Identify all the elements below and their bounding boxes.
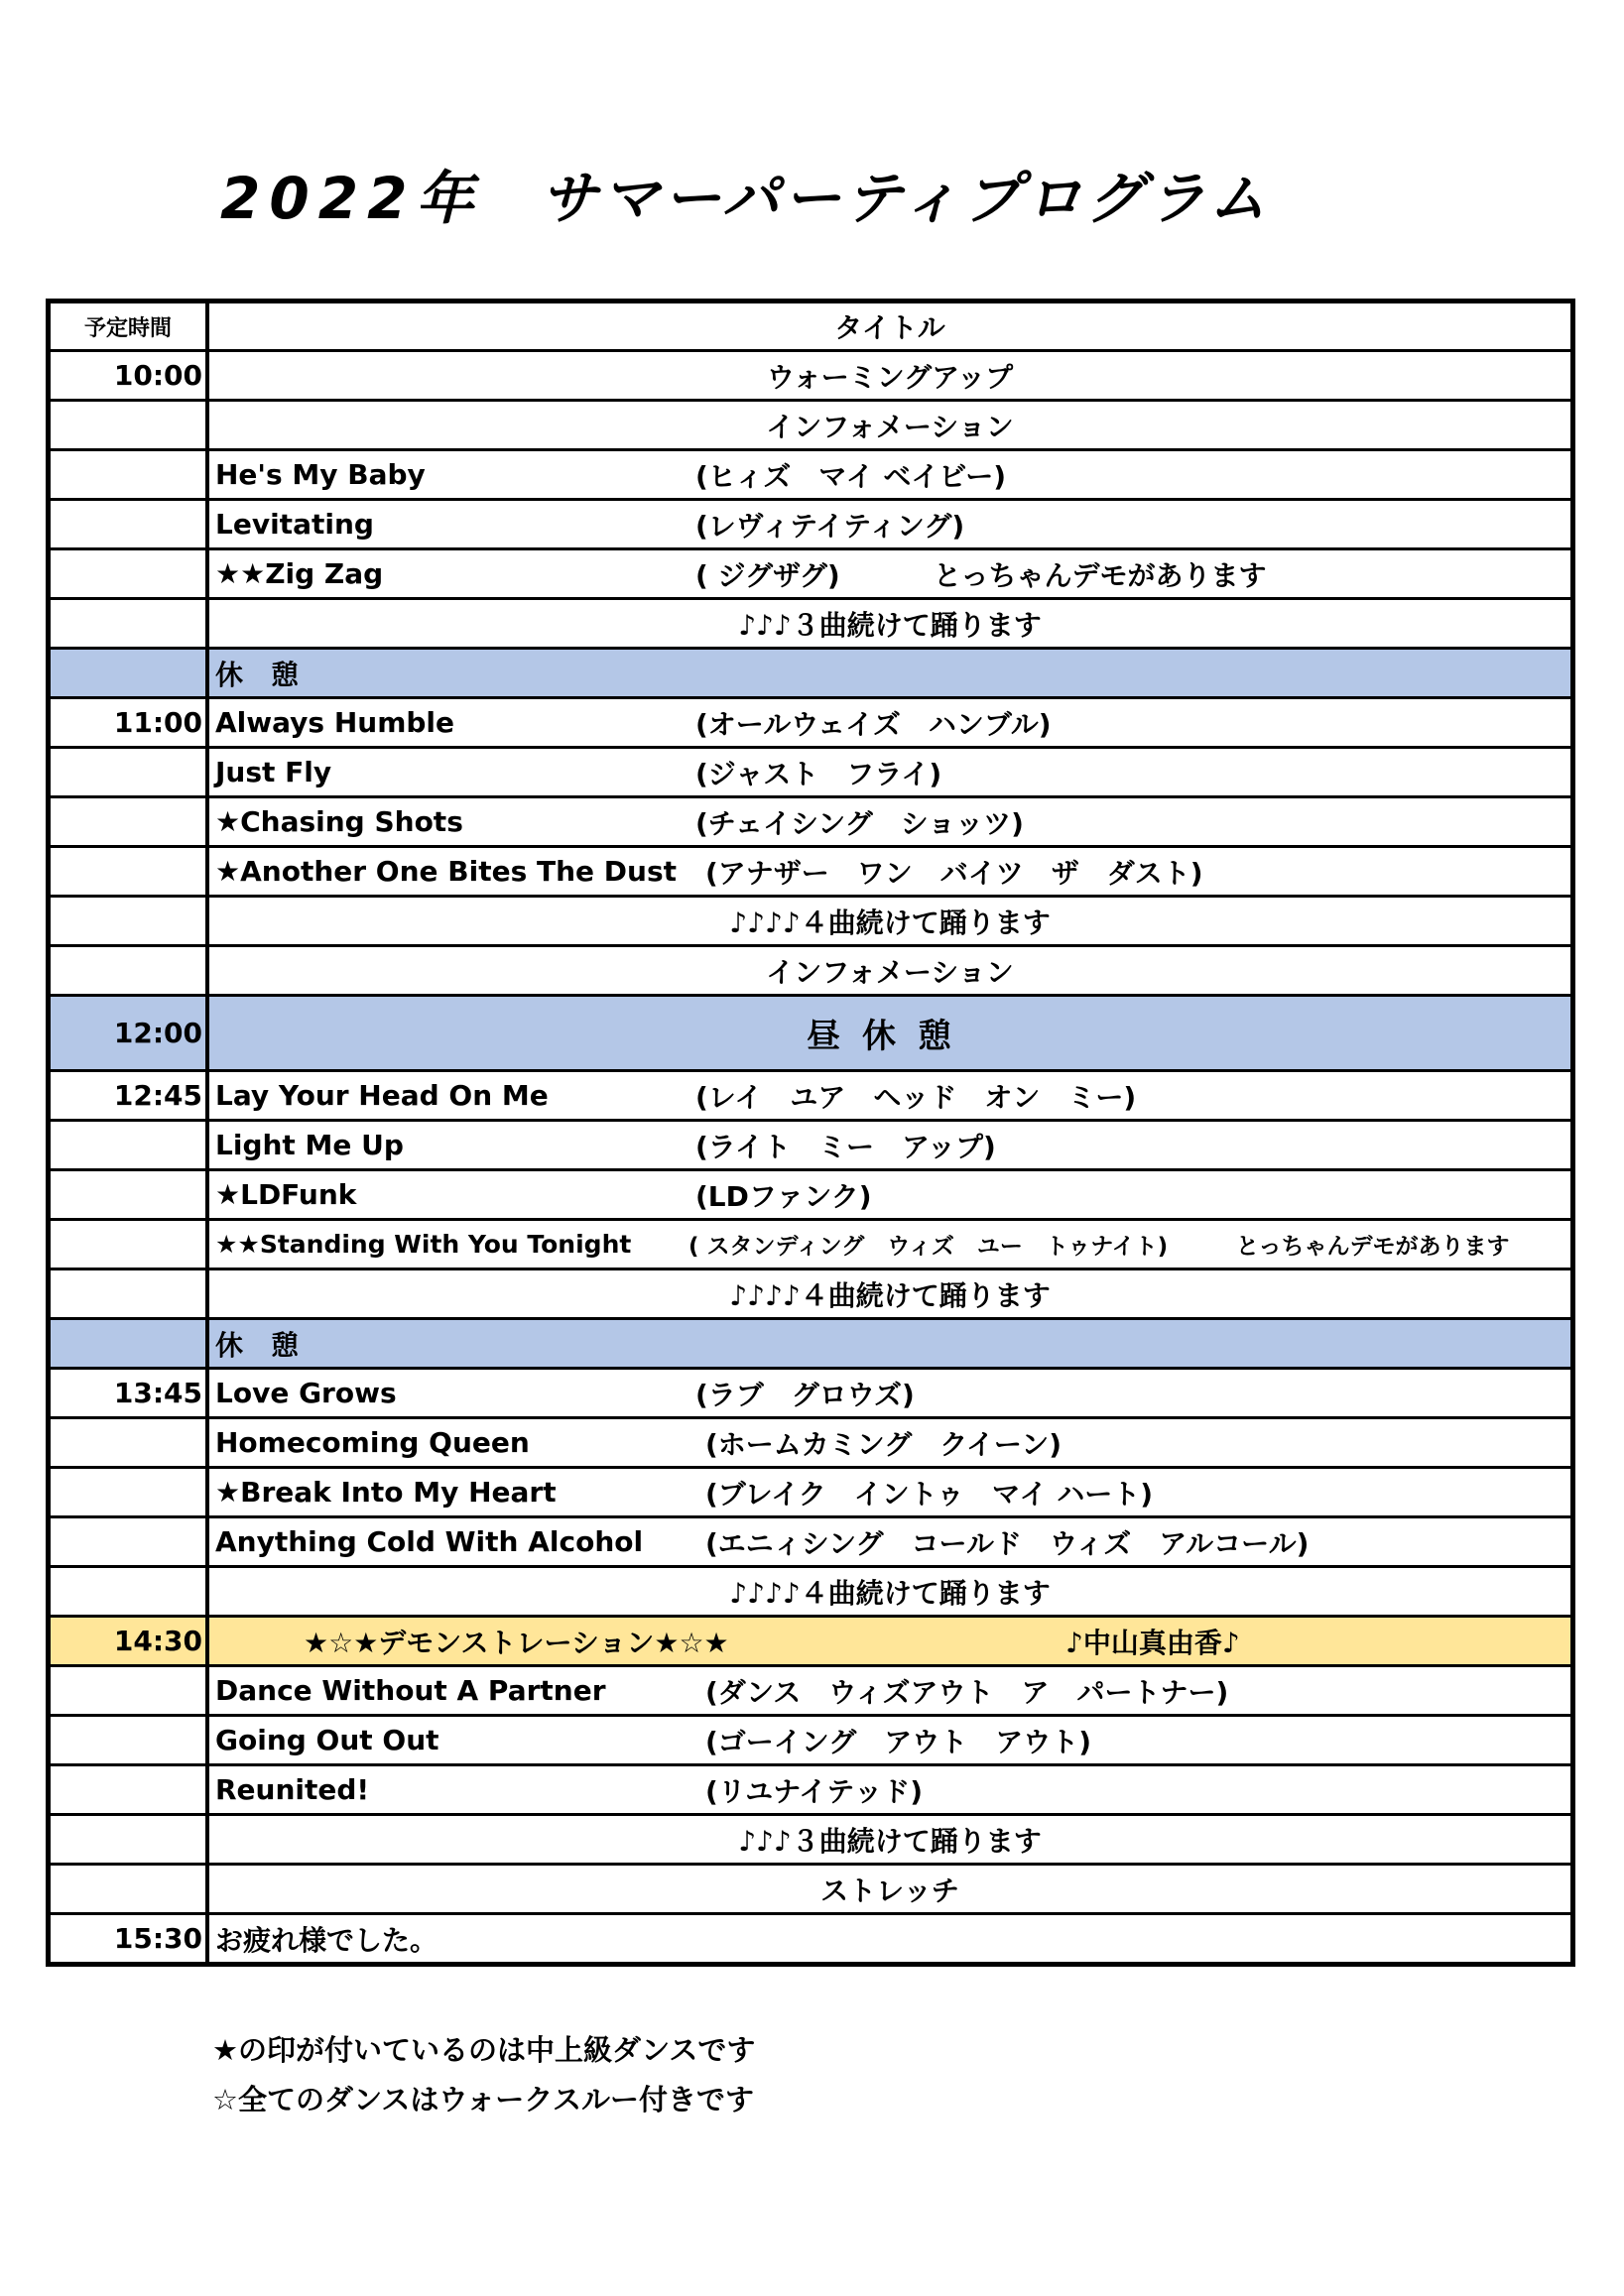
demo-note: とっちゃんデモがあります	[934, 558, 1267, 592]
song-title: Dance Without A Partner	[215, 1674, 606, 1707]
song-title: Just Fly	[215, 756, 332, 788]
table-row	[51, 1863, 1570, 1912]
demo-performer: ♪中山真由香♪	[1065, 1626, 1240, 1659]
table-row	[51, 1466, 1570, 1515]
break-label: 休 憩	[215, 658, 300, 691]
row-time: 13:45	[51, 1370, 209, 1416]
row-time	[51, 1568, 209, 1615]
row-time: 12:45	[51, 1072, 209, 1119]
song-title: ★Break Into My Heart	[215, 1476, 557, 1509]
row-time	[51, 402, 209, 448]
song-title: Anything Cold With Alcohol	[215, 1525, 644, 1558]
lunch-break-row	[51, 994, 1570, 1069]
table-row	[51, 1416, 1570, 1466]
table-row	[51, 349, 1570, 399]
song-title: ★★Zig Zag	[215, 557, 384, 590]
row-time	[51, 501, 209, 547]
row-time	[51, 947, 209, 994]
song-title: ★Another One Bites The Dust	[215, 855, 678, 888]
song-kana: (レイ ユア ヘッド オン ミー)	[695, 1080, 1137, 1114]
song-title: Always Humble	[215, 706, 455, 739]
song-kana: (ヒィズ マイ ベイビー)	[695, 459, 1007, 493]
table-row	[51, 1218, 1570, 1268]
header-time: 予定時間	[51, 303, 209, 349]
demo-title: ★☆★デモンストレーション★☆★	[304, 1626, 729, 1659]
song-kana: (ブレイク イントゥ マイ ハート)	[705, 1477, 1154, 1511]
song-kana: (ジャスト フライ)	[695, 757, 942, 790]
table-row	[51, 1763, 1570, 1813]
song-kana: (ゴーイング アウト アウト)	[705, 1725, 1092, 1758]
song-kana: (ホームカミング クイーン)	[705, 1427, 1062, 1461]
song-title: Light Me Up	[215, 1129, 404, 1161]
footnote-advanced: ★の印が付いているのは中上級ダンスです	[212, 2033, 756, 2067]
title-year: 2022年	[220, 165, 483, 232]
table-row	[51, 1664, 1570, 1714]
table-row	[51, 746, 1570, 795]
song-title: ★Chasing Shots	[215, 805, 463, 838]
row-center-text: インフォメーション	[766, 955, 1014, 989]
demo-note: とっちゃんデモがあります	[1236, 1234, 1510, 1260]
table-row	[51, 498, 1570, 547]
row-center-text: ウォーミングアップ	[766, 360, 1014, 394]
song-title: Going Out Out	[215, 1724, 439, 1756]
page-title	[220, 164, 1270, 233]
table-row	[51, 1813, 1570, 1863]
row-time	[51, 550, 209, 597]
table-row	[51, 696, 1570, 746]
row-center-text: ♪♪♪♪４曲続けて踊ります	[729, 1576, 1051, 1610]
song-title: Lay Your Head On Me	[215, 1079, 549, 1112]
table-row	[51, 1069, 1570, 1119]
song-kana: (ライト ミー アップ)	[695, 1130, 996, 1163]
song-kana: (チェイシング ショッツ)	[695, 806, 1024, 840]
row-time	[51, 798, 209, 845]
table-header	[51, 303, 1570, 349]
song-title: Levitating	[215, 508, 374, 541]
row-time	[51, 749, 209, 795]
row-time	[51, 451, 209, 498]
row-center-text: ♪♪♪♪４曲続けて踊ります	[729, 1278, 1051, 1312]
footnote-walkthrough: ☆全てのダンスはウォークスルー付きです	[212, 2083, 754, 2116]
song-kana: ( ジグザグ)	[695, 558, 840, 592]
row-time	[51, 1221, 209, 1268]
row-time	[51, 1717, 209, 1763]
song-kana: (アナザー ワン バイツ ザ ダスト)	[705, 856, 1203, 890]
table-row	[51, 1367, 1570, 1416]
song-kana: (レヴィテイティング)	[695, 509, 965, 543]
lunch-label: 昼休憩	[807, 1017, 973, 1056]
song-title: Homecoming Queen	[215, 1426, 530, 1459]
row-time	[51, 1766, 209, 1813]
table-row	[51, 795, 1570, 845]
song-kana: (リユナイテッド)	[705, 1774, 924, 1808]
row-time	[51, 1816, 209, 1863]
song-title: ★LDFunk	[215, 1178, 357, 1211]
song-kana: (エニィシング コールド ウィズ アルコール)	[705, 1526, 1310, 1560]
closing-text: お疲れ様でした。	[215, 1923, 438, 1957]
row-time	[51, 1667, 209, 1714]
table-row	[51, 399, 1570, 448]
row-time	[51, 848, 209, 895]
table-row	[51, 1565, 1570, 1615]
row-center-text: インフォメーション	[766, 410, 1014, 443]
table-row	[51, 1168, 1570, 1218]
table-row	[51, 845, 1570, 895]
break-row	[51, 1317, 1570, 1367]
table-row	[51, 448, 1570, 498]
song-kana: (ラブ グロウズ)	[695, 1378, 915, 1411]
row-time	[51, 1469, 209, 1515]
song-title: Love Grows	[215, 1377, 397, 1409]
row-center-text: ♪♪♪３曲続けて踊ります	[738, 1824, 1042, 1858]
title-main: サマーパーティプログラム	[540, 165, 1271, 232]
row-time	[51, 1122, 209, 1168]
row-time: 15:30	[51, 1915, 209, 1962]
row-time	[51, 600, 209, 647]
table-row	[51, 1515, 1570, 1565]
table-row	[51, 1714, 1570, 1763]
table-row	[51, 895, 1570, 944]
row-time: 10:00	[51, 352, 209, 399]
row-time: 12:00	[51, 997, 209, 1069]
table-row	[51, 944, 1570, 994]
row-time: 14:30	[51, 1618, 209, 1664]
row-time	[51, 1866, 209, 1912]
table-row	[51, 547, 1570, 597]
song-kana: (LDファンク)	[695, 1179, 872, 1213]
row-center-text: ♪♪♪３曲続けて踊ります	[738, 608, 1042, 642]
row-center-text: ストレッチ	[820, 1873, 959, 1907]
break-label: 休 憩	[215, 1328, 300, 1362]
table-row	[51, 597, 1570, 647]
row-center-text: ♪♪♪♪４曲続けて踊ります	[729, 906, 1051, 939]
row-time: 11:00	[51, 699, 209, 746]
program-table	[46, 299, 1575, 1967]
row-time	[51, 1270, 209, 1317]
table-row	[51, 1119, 1570, 1168]
table-row	[51, 1268, 1570, 1317]
row-time	[51, 1419, 209, 1466]
row-time	[51, 1320, 209, 1367]
demo-row	[51, 1615, 1570, 1664]
footnotes	[212, 2025, 755, 2124]
break-row	[51, 647, 1570, 696]
row-time	[51, 898, 209, 944]
song-kana: ( スタンディング ウィズ ユー トゥナイト)	[688, 1234, 1169, 1260]
header-title: タイトル	[834, 311, 945, 344]
row-time	[51, 650, 209, 696]
song-kana: (オールウェイズ ハンブル)	[695, 707, 1052, 741]
song-title: He's My Baby	[215, 458, 426, 491]
song-kana: (ダンス ウィズアウト ア パートナー)	[705, 1675, 1229, 1709]
row-time	[51, 1518, 209, 1565]
row-time	[51, 1171, 209, 1218]
song-title: Reunited!	[215, 1773, 370, 1806]
song-title: ★★Standing With You Tonight	[215, 1230, 632, 1259]
table-row	[51, 1912, 1570, 1962]
